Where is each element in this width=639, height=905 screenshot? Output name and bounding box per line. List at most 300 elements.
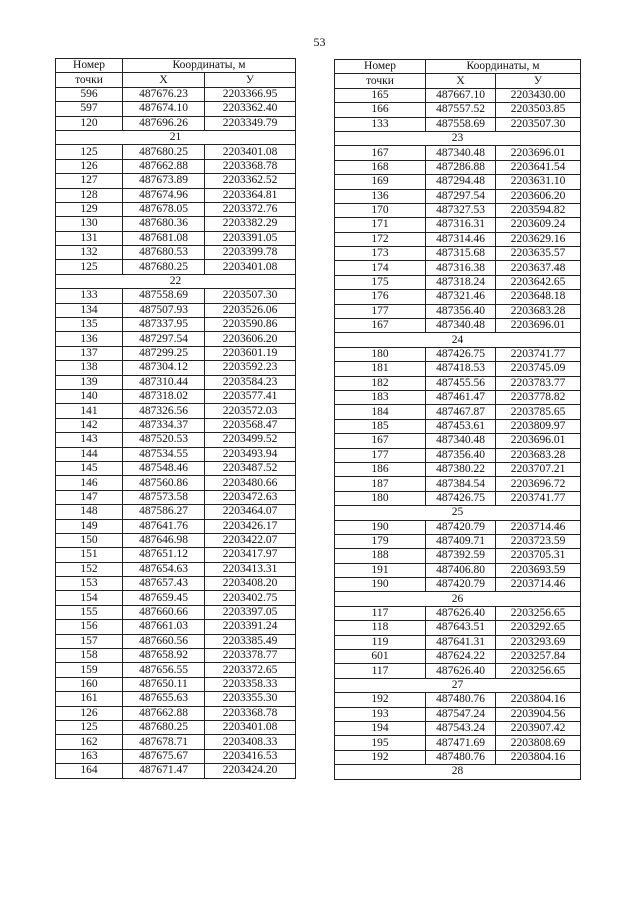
point-number-cell: 160	[56, 677, 123, 691]
x-coordinate-cell: 487680.25	[123, 260, 205, 274]
x-coordinate-cell: 487426.75	[426, 491, 496, 505]
x-coordinate-cell: 487662.88	[123, 706, 205, 720]
point-number-cell: 191	[335, 563, 426, 577]
page-number: 53	[313, 35, 326, 49]
section-number: 25	[335, 506, 581, 520]
coordinates-header: Координаты, м	[123, 59, 296, 73]
x-coordinate-cell: 487680.25	[123, 145, 205, 159]
y-coordinate-cell: 2203401.08	[205, 720, 296, 734]
table-row	[335, 534, 581, 548]
table-row	[56, 663, 296, 677]
table-row	[335, 232, 581, 246]
point-number-cell: 143	[56, 433, 123, 447]
x-coordinate-cell: 487384.54	[426, 477, 496, 491]
y-coordinate-cell: 2203391.05	[205, 231, 296, 245]
y-coordinate-cell: 2203631.10	[496, 175, 581, 189]
point-number-cell: 117	[335, 606, 426, 620]
table-row	[56, 246, 296, 260]
x-coordinate-cell: 487641.31	[426, 635, 496, 649]
y-coordinate-cell: 2203349.79	[205, 116, 296, 130]
x-coordinate-cell: 487420.79	[426, 578, 496, 592]
y-coordinate-cell: 2203499.52	[205, 433, 296, 447]
table-row	[56, 361, 296, 375]
table-row	[56, 217, 296, 231]
point-number-cell: 188	[335, 549, 426, 563]
y-coordinate-cell: 2203723.59	[496, 534, 581, 548]
y-column-header: У	[496, 74, 581, 88]
x-coordinate-cell: 487680.25	[123, 720, 205, 734]
table-row	[335, 160, 581, 174]
y-coordinate-cell: 2203696.72	[496, 477, 581, 491]
point-number-cell: 180	[335, 491, 426, 505]
point-number-cell: 185	[335, 419, 426, 433]
x-coordinate-cell: 487480.76	[426, 693, 496, 707]
table-row	[335, 491, 581, 505]
y-coordinate-cell: 2203741.77	[496, 347, 581, 361]
x-coordinate-cell: 487340.48	[426, 434, 496, 448]
y-coordinate-cell: 2203714.46	[496, 520, 581, 534]
point-number-cell: 167	[335, 319, 426, 333]
y-coordinate-cell: 2203464.07	[205, 505, 296, 519]
table-row	[335, 664, 581, 678]
x-coordinate-cell: 487316.38	[426, 261, 496, 275]
point-number-cell: 152	[56, 562, 123, 576]
point-number-cell: 136	[335, 189, 426, 203]
table-row	[335, 218, 581, 232]
x-coordinate-cell: 487507.93	[123, 303, 205, 317]
table-row	[335, 650, 581, 664]
x-coordinate-cell: 487356.40	[426, 304, 496, 318]
section-row	[335, 678, 581, 692]
x-coordinate-cell: 487543.24	[426, 721, 496, 735]
y-coordinate-cell: 2203382.29	[205, 217, 296, 231]
table-row	[335, 390, 581, 404]
point-number-cell: 138	[56, 361, 123, 375]
y-coordinate-cell: 2203364.81	[205, 188, 296, 202]
table-row	[335, 290, 581, 304]
point-number-cell: 181	[335, 362, 426, 376]
point-number-cell: 148	[56, 505, 123, 519]
x-coordinate-cell: 487297.54	[123, 332, 205, 346]
table-row	[335, 621, 581, 635]
x-coordinate-cell: 487655.63	[123, 692, 205, 706]
x-coordinate-cell: 487461.47	[426, 390, 496, 404]
table-row	[56, 649, 296, 663]
y-coordinate-cell: 2203785.65	[496, 405, 581, 419]
point-number-header-2: точки	[56, 73, 123, 87]
y-coordinate-cell: 2203366.95	[205, 87, 296, 101]
point-number-cell: 176	[335, 290, 426, 304]
point-number-cell: 195	[335, 736, 426, 750]
table-row	[335, 189, 581, 203]
table-row	[335, 362, 581, 376]
section-row	[56, 130, 296, 144]
table-row	[56, 749, 296, 763]
y-coordinate-cell: 2203804.16	[496, 693, 581, 707]
y-coordinate-cell: 2203401.08	[205, 145, 296, 159]
x-coordinate-cell: 487467.87	[426, 405, 496, 419]
y-coordinate-cell: 2203480.66	[205, 476, 296, 490]
x-coordinate-cell: 487624.22	[426, 650, 496, 664]
y-coordinate-cell: 2203714.46	[496, 578, 581, 592]
y-coordinate-cell: 2203745.09	[496, 362, 581, 376]
y-coordinate-cell: 2203355.30	[205, 692, 296, 706]
point-number-cell: 117	[335, 664, 426, 678]
y-coordinate-cell: 2203904.56	[496, 707, 581, 721]
table-row	[335, 635, 581, 649]
x-coordinate-cell: 487334.37	[123, 418, 205, 432]
table-row	[56, 620, 296, 634]
point-number-cell: 186	[335, 462, 426, 476]
y-coordinate-cell: 2203413.31	[205, 562, 296, 576]
point-number-cell: 596	[56, 87, 123, 101]
y-coordinate-cell: 2203696.01	[496, 146, 581, 160]
y-coordinate-cell: 2203391.24	[205, 620, 296, 634]
table-row	[56, 202, 296, 216]
y-coordinate-cell: 2203416.53	[205, 749, 296, 763]
x-coordinate-cell: 487356.40	[426, 448, 496, 462]
section-number: 27	[335, 678, 581, 692]
x-coordinate-cell: 487696.26	[123, 116, 205, 130]
point-number-cell: 145	[56, 461, 123, 475]
point-number-cell: 174	[335, 261, 426, 275]
table-row	[335, 563, 581, 577]
point-number-cell: 156	[56, 620, 123, 634]
coordinates-table-left	[55, 58, 296, 779]
x-coordinate-cell: 487573.58	[123, 490, 205, 504]
point-number-cell: 166	[335, 103, 426, 117]
point-number-cell: 184	[335, 405, 426, 419]
x-coordinate-cell: 487294.48	[426, 175, 496, 189]
y-coordinate-cell: 2203572.03	[205, 404, 296, 418]
x-coordinate-cell: 487660.56	[123, 634, 205, 648]
x-coordinate-cell: 487471.69	[426, 736, 496, 750]
point-number-cell: 150	[56, 533, 123, 547]
y-coordinate-cell: 2203683.28	[496, 304, 581, 318]
x-coordinate-cell: 487643.51	[426, 621, 496, 635]
table-row	[56, 404, 296, 418]
point-number-cell: 128	[56, 188, 123, 202]
x-coordinate-cell: 487480.76	[426, 750, 496, 764]
point-number-cell: 141	[56, 404, 123, 418]
y-coordinate-cell: 2203783.77	[496, 376, 581, 390]
point-number-cell: 125	[56, 260, 123, 274]
y-coordinate-cell: 2203526.06	[205, 303, 296, 317]
x-coordinate-cell: 487674.10	[123, 102, 205, 116]
x-coordinate-cell: 487534.55	[123, 447, 205, 461]
x-coordinate-cell: 487674.96	[123, 188, 205, 202]
table-row	[56, 188, 296, 202]
y-coordinate-cell: 2203293.69	[496, 635, 581, 649]
table-row	[335, 750, 581, 764]
x-coordinate-cell: 487661.03	[123, 620, 205, 634]
table-row	[56, 375, 296, 389]
point-number-cell: 183	[335, 390, 426, 404]
table-row	[56, 476, 296, 490]
point-number-cell: 142	[56, 418, 123, 432]
x-coordinate-cell: 487680.53	[123, 246, 205, 260]
y-coordinate-cell: 2203399.78	[205, 246, 296, 260]
point-number-cell: 140	[56, 389, 123, 403]
point-number-cell: 190	[335, 578, 426, 592]
y-coordinate-cell: 2203696.01	[496, 434, 581, 448]
y-coordinate-cell: 2203637.48	[496, 261, 581, 275]
point-number-cell: 132	[56, 246, 123, 260]
table-row	[335, 736, 581, 750]
table-row	[335, 721, 581, 735]
x-coordinate-cell: 487318.24	[426, 275, 496, 289]
x-coordinate-cell: 487667.10	[426, 88, 496, 102]
table-row	[56, 159, 296, 173]
table-row	[56, 289, 296, 303]
section-number: 26	[335, 592, 581, 606]
x-coordinate-cell: 487337.95	[123, 318, 205, 332]
point-number-cell: 135	[56, 318, 123, 332]
y-coordinate-cell: 2203609.24	[496, 218, 581, 232]
x-coordinate-cell: 487426.75	[426, 347, 496, 361]
table-row	[56, 461, 296, 475]
x-coordinate-cell: 487326.56	[123, 404, 205, 418]
point-number-cell: 190	[335, 520, 426, 534]
coordinates-table-right	[334, 59, 581, 780]
section-number: 24	[335, 333, 581, 347]
y-coordinate-cell: 2203256.65	[496, 606, 581, 620]
point-number-cell: 120	[56, 116, 123, 130]
point-number-cell: 173	[335, 247, 426, 261]
x-coordinate-cell: 487654.63	[123, 562, 205, 576]
y-coordinate-cell: 2203584.23	[205, 375, 296, 389]
table-row	[56, 519, 296, 533]
point-number-cell: 192	[335, 693, 426, 707]
x-coordinate-cell: 487675.67	[123, 749, 205, 763]
y-coordinate-cell: 2203808.69	[496, 736, 581, 750]
x-coordinate-cell: 487318.02	[123, 389, 205, 403]
table-row	[335, 347, 581, 361]
x-coordinate-cell: 487680.36	[123, 217, 205, 231]
x-coordinate-cell: 487310.44	[123, 375, 205, 389]
point-number-cell: 180	[335, 347, 426, 361]
x-column-header: X	[426, 74, 496, 88]
table-row	[56, 505, 296, 519]
y-coordinate-cell: 2203590.86	[205, 318, 296, 332]
x-coordinate-cell: 487299.25	[123, 346, 205, 360]
section-row	[335, 131, 581, 145]
point-number-cell: 175	[335, 275, 426, 289]
table-row	[335, 376, 581, 390]
table-row	[335, 275, 581, 289]
coordinates-header: Координаты, м	[426, 60, 581, 74]
point-number-cell: 126	[56, 706, 123, 720]
table-row	[335, 419, 581, 433]
point-number-header: Номер	[56, 59, 123, 73]
y-coordinate-cell: 2203487.52	[205, 461, 296, 475]
x-coordinate-cell: 487659.45	[123, 591, 205, 605]
table-row	[335, 405, 581, 419]
table-row	[56, 145, 296, 159]
section-row	[335, 765, 581, 779]
y-coordinate-cell: 2203408.20	[205, 577, 296, 591]
x-coordinate-cell: 487651.12	[123, 548, 205, 562]
point-number-cell: 136	[56, 332, 123, 346]
table-row	[56, 303, 296, 317]
table-row	[335, 434, 581, 448]
table-row	[335, 693, 581, 707]
y-coordinate-cell: 2203362.52	[205, 174, 296, 188]
point-number-cell: 168	[335, 160, 426, 174]
table-row	[56, 87, 296, 101]
table-row	[335, 247, 581, 261]
section-number: 22	[56, 274, 296, 288]
point-number-cell: 161	[56, 692, 123, 706]
y-coordinate-cell: 2203641.54	[496, 160, 581, 174]
point-number-cell: 163	[56, 749, 123, 763]
table-row	[56, 332, 296, 346]
point-number-cell: 118	[335, 621, 426, 635]
table-row	[335, 477, 581, 491]
y-coordinate-cell: 2203568.47	[205, 418, 296, 432]
x-coordinate-cell: 487656.55	[123, 663, 205, 677]
x-coordinate-cell: 487678.05	[123, 202, 205, 216]
x-coordinate-cell: 487340.48	[426, 319, 496, 333]
table-row	[335, 88, 581, 102]
y-coordinate-cell: 2203257.84	[496, 650, 581, 664]
y-coordinate-cell: 2203368.78	[205, 706, 296, 720]
x-coordinate-cell: 487548.46	[123, 461, 205, 475]
y-coordinate-cell: 2203778.82	[496, 390, 581, 404]
point-number-cell: 155	[56, 605, 123, 619]
point-number-cell: 192	[335, 750, 426, 764]
x-coordinate-cell: 487420.79	[426, 520, 496, 534]
x-coordinate-cell: 487557.52	[426, 103, 496, 117]
y-coordinate-cell: 2203493.94	[205, 447, 296, 461]
point-number-cell: 159	[56, 663, 123, 677]
table-row	[335, 146, 581, 160]
y-column-header: У	[205, 73, 296, 87]
table-row	[335, 549, 581, 563]
point-number-cell: 154	[56, 591, 123, 605]
x-coordinate-cell: 487678.71	[123, 735, 205, 749]
y-coordinate-cell: 2203635.57	[496, 247, 581, 261]
x-coordinate-cell: 487297.54	[426, 189, 496, 203]
y-coordinate-cell: 2203741.77	[496, 491, 581, 505]
section-row	[335, 333, 581, 347]
x-coordinate-cell: 487657.43	[123, 577, 205, 591]
point-number-cell: 177	[335, 304, 426, 318]
y-coordinate-cell: 2203592.23	[205, 361, 296, 375]
x-coordinate-cell: 487558.69	[426, 117, 496, 131]
table-row	[335, 319, 581, 333]
table-row	[56, 548, 296, 562]
y-coordinate-cell: 2203606.20	[496, 189, 581, 203]
y-coordinate-cell: 2203606.20	[205, 332, 296, 346]
y-coordinate-cell: 2203362.40	[205, 102, 296, 116]
x-coordinate-cell: 487418.53	[426, 362, 496, 376]
point-number-cell: 134	[56, 303, 123, 317]
x-coordinate-cell: 487650.11	[123, 677, 205, 691]
x-coordinate-cell: 487660.66	[123, 605, 205, 619]
table-row	[56, 533, 296, 547]
table-row	[56, 433, 296, 447]
x-coordinate-cell: 487406.80	[426, 563, 496, 577]
point-number-cell: 133	[56, 289, 123, 303]
x-coordinate-cell: 487315.68	[426, 247, 496, 261]
point-number-cell: 146	[56, 476, 123, 490]
y-coordinate-cell: 2203372.65	[205, 663, 296, 677]
point-number-cell: 125	[56, 145, 123, 159]
table-row	[56, 260, 296, 274]
section-row	[56, 274, 296, 288]
section-row	[335, 506, 581, 520]
x-coordinate-cell: 487286.88	[426, 160, 496, 174]
point-number-cell: 162	[56, 735, 123, 749]
point-number-cell: 153	[56, 577, 123, 591]
table-row	[56, 447, 296, 461]
y-coordinate-cell: 2203430.00	[496, 88, 581, 102]
point-number-cell: 139	[56, 375, 123, 389]
point-number-cell: 129	[56, 202, 123, 216]
point-number-cell: 167	[335, 434, 426, 448]
table-row	[56, 116, 296, 130]
point-number-cell: 151	[56, 548, 123, 562]
x-coordinate-cell: 487676.23	[123, 87, 205, 101]
y-coordinate-cell: 2203358.33	[205, 677, 296, 691]
x-coordinate-cell: 487455.56	[426, 376, 496, 390]
table-row	[56, 605, 296, 619]
y-coordinate-cell: 2203368.78	[205, 159, 296, 173]
table-row	[56, 102, 296, 116]
y-coordinate-cell: 2203693.59	[496, 563, 581, 577]
table-row	[56, 634, 296, 648]
y-coordinate-cell: 2203648.18	[496, 290, 581, 304]
table-row	[56, 231, 296, 245]
table-row	[335, 103, 581, 117]
point-number-cell: 131	[56, 231, 123, 245]
point-number-cell: 193	[335, 707, 426, 721]
table-row	[56, 562, 296, 576]
section-row	[335, 592, 581, 606]
table-row	[335, 261, 581, 275]
point-number-cell: 133	[335, 117, 426, 131]
y-coordinate-cell: 2203292.65	[496, 621, 581, 635]
y-coordinate-cell: 2203629.16	[496, 232, 581, 246]
table-row	[335, 203, 581, 217]
table-row	[56, 318, 296, 332]
x-coordinate-cell: 487392.59	[426, 549, 496, 563]
table-row	[335, 304, 581, 318]
point-number-cell: 126	[56, 159, 123, 173]
x-coordinate-cell: 487520.53	[123, 433, 205, 447]
x-coordinate-cell: 487380.22	[426, 462, 496, 476]
y-coordinate-cell: 2203372.76	[205, 202, 296, 216]
point-number-cell: 137	[56, 346, 123, 360]
x-coordinate-cell: 487626.40	[426, 664, 496, 678]
y-coordinate-cell: 2203507.30	[205, 289, 296, 303]
x-coordinate-cell: 487321.46	[426, 290, 496, 304]
y-coordinate-cell: 2203907.42	[496, 721, 581, 735]
point-number-cell: 194	[335, 721, 426, 735]
table-row	[335, 448, 581, 462]
y-coordinate-cell: 2203385.49	[205, 634, 296, 648]
x-coordinate-cell: 487340.48	[426, 146, 496, 160]
point-number-cell: 164	[56, 764, 123, 778]
point-number-cell: 127	[56, 174, 123, 188]
table-row	[335, 520, 581, 534]
point-number-cell: 130	[56, 217, 123, 231]
table-row	[56, 346, 296, 360]
x-coordinate-cell: 487681.08	[123, 231, 205, 245]
table-row	[56, 692, 296, 706]
table-row	[335, 606, 581, 620]
